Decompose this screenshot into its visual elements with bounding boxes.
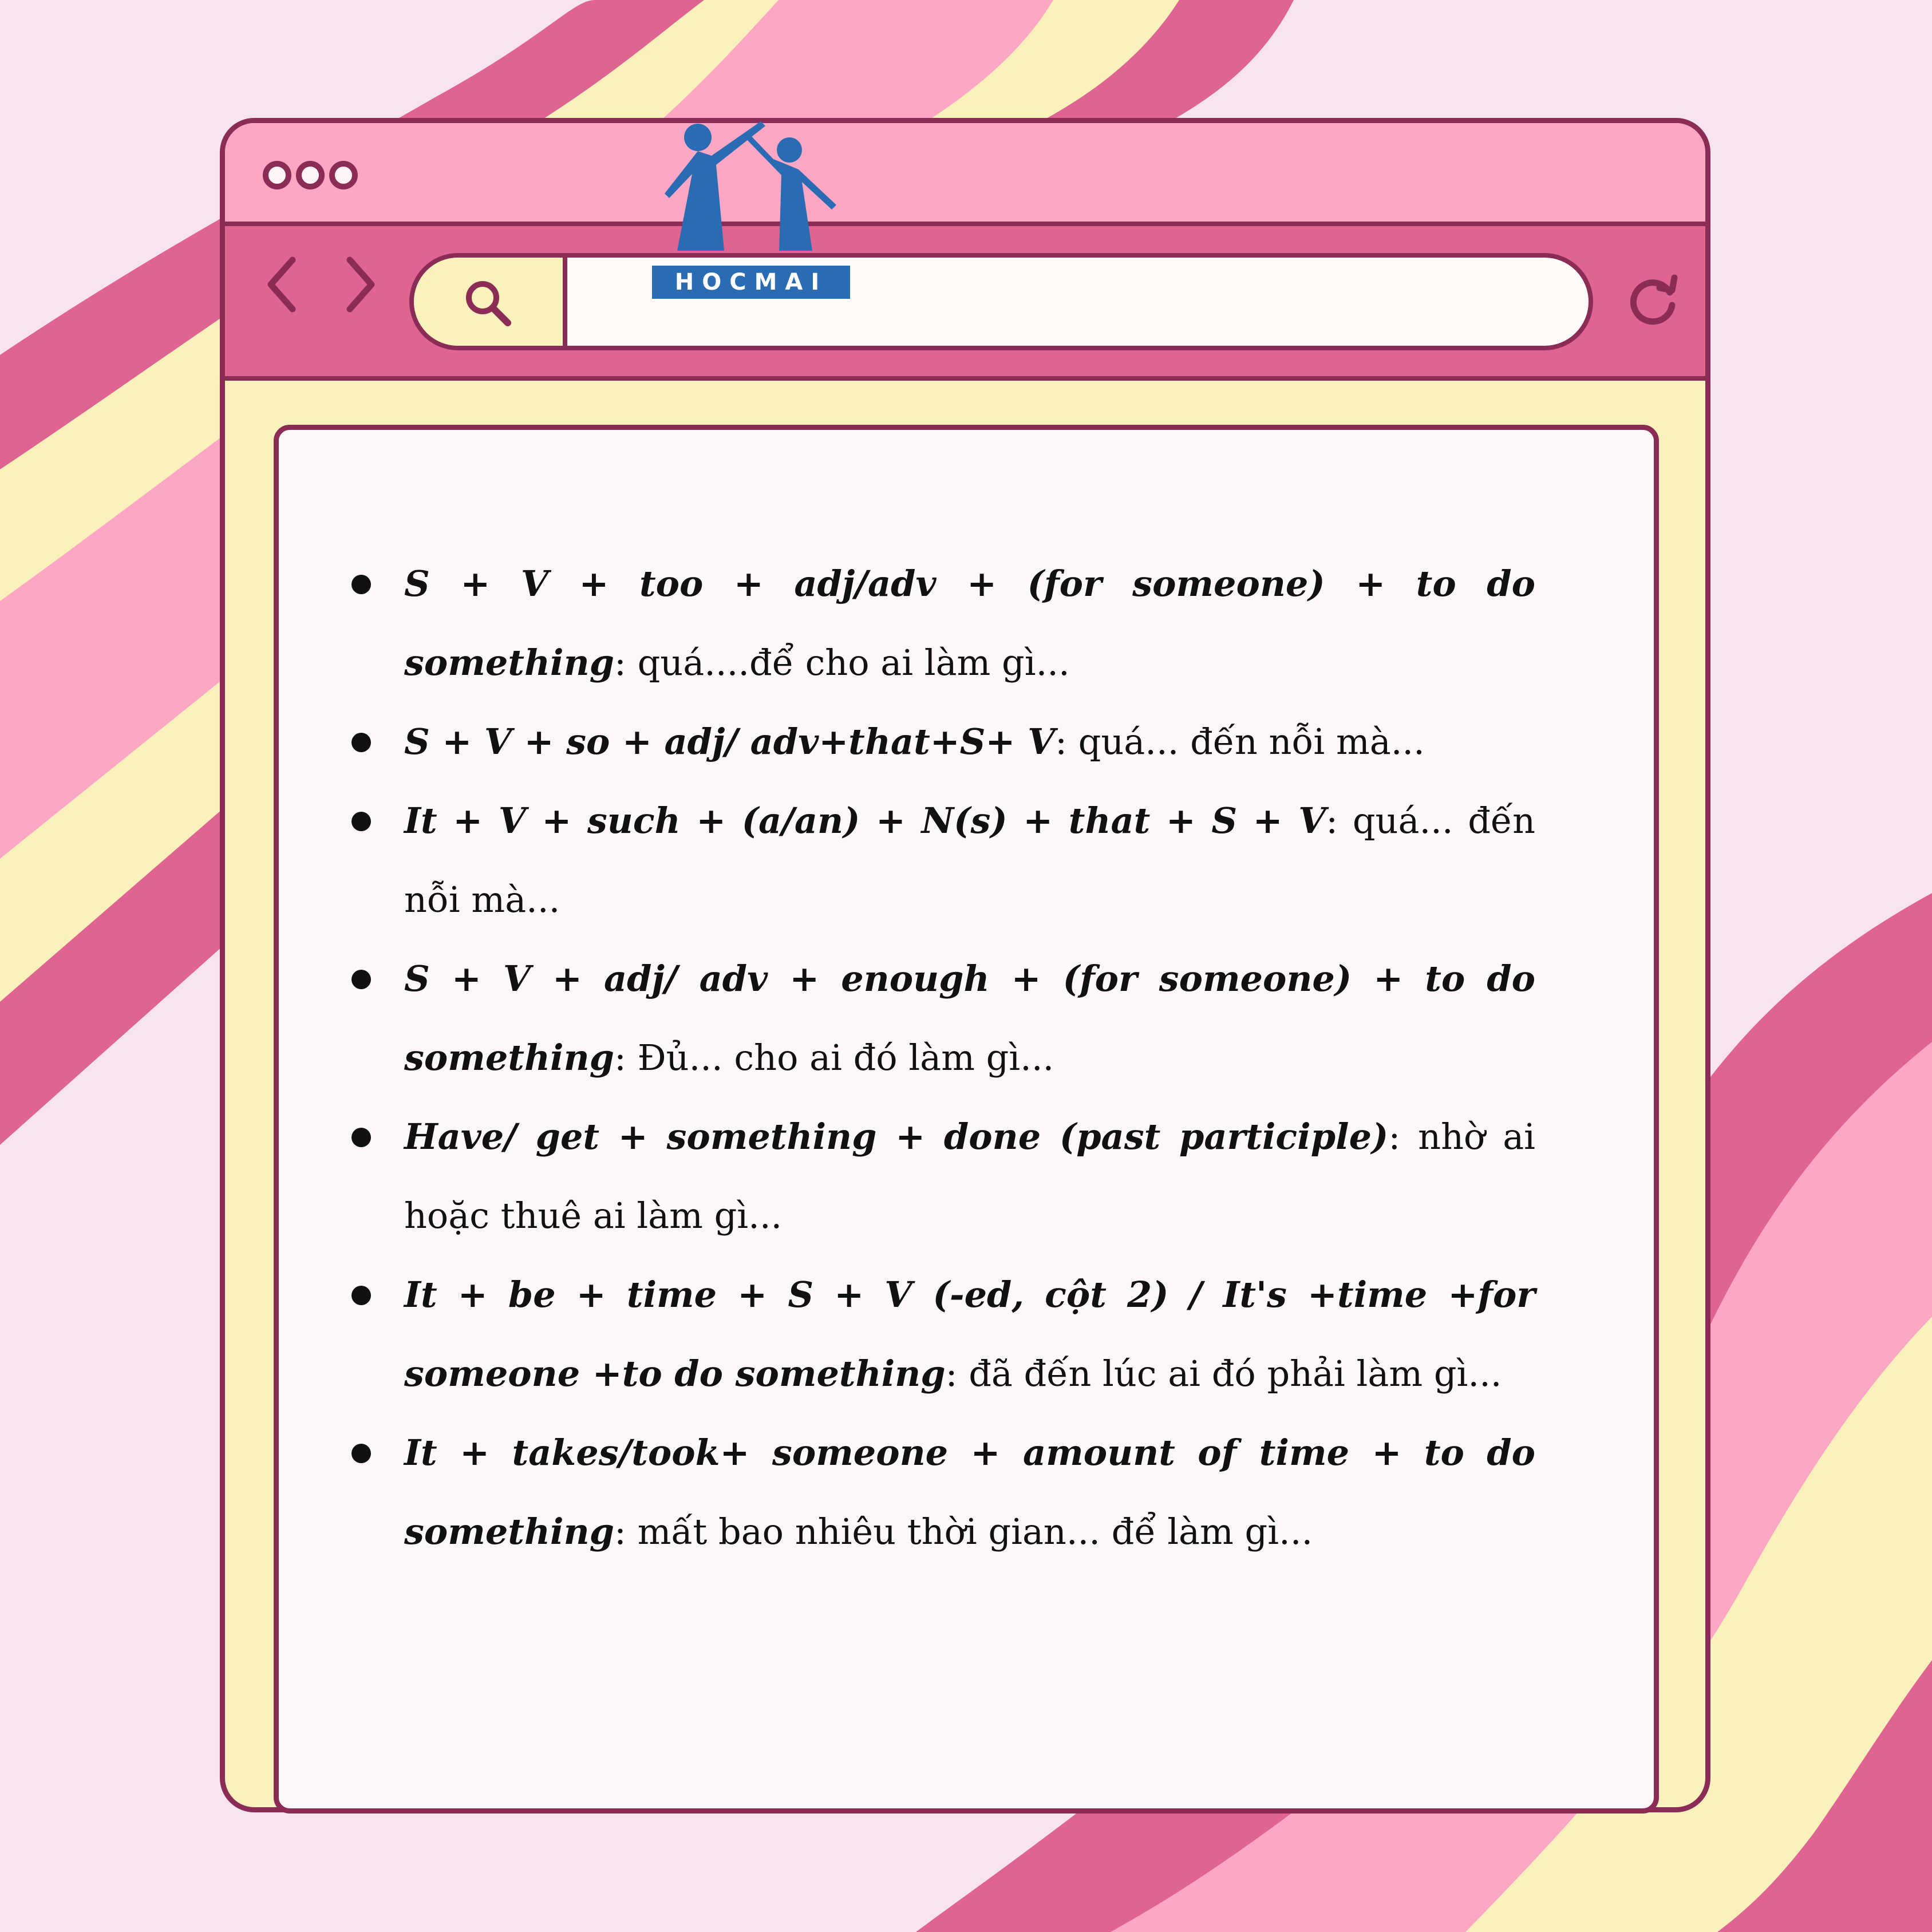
title-bar bbox=[225, 123, 1705, 226]
rule-formula: It + V + such + (a/an) + N(s) + that + S + V bbox=[404, 800, 1326, 841]
address-bar[interactable] bbox=[409, 253, 1593, 350]
rule-item bbox=[351, 1097, 1535, 1255]
bullet bbox=[351, 812, 371, 831]
content-panel bbox=[274, 425, 1659, 1814]
rule-formula: Have/ get + something + done (past participle) bbox=[404, 1116, 1389, 1157]
rule-meaning: : quá....để cho ai làm gì... bbox=[614, 642, 1070, 683]
search-button[interactable] bbox=[414, 258, 567, 346]
chevron-left-icon[interactable] bbox=[263, 253, 303, 316]
rule-formula: It + be + time + S + V (-ed, cột 2) / It's +time +for someone +to do something bbox=[404, 1274, 1535, 1394]
grammar-rule-list bbox=[351, 544, 1535, 1571]
bullet bbox=[351, 733, 371, 752]
window-controls bbox=[263, 161, 358, 189]
bullet bbox=[351, 1286, 371, 1305]
navigation-bar bbox=[225, 226, 1705, 381]
rule-item bbox=[351, 1255, 1535, 1413]
bullet bbox=[351, 575, 371, 594]
rule-meaning: : nhờ ai hoặc thuê ai làm gì... bbox=[404, 1116, 1535, 1236]
search-icon bbox=[462, 277, 513, 329]
rule-formula: S + V + so + adj/ adv+that+S+ V bbox=[404, 721, 1056, 762]
rule-meaning: : quá... đến nỗi mà... bbox=[1055, 721, 1425, 762]
rule-meaning: : mất bao nhiêu thời gian... để làm gì... bbox=[614, 1511, 1313, 1552]
rule-item bbox=[351, 781, 1535, 939]
window-control-dot[interactable] bbox=[263, 161, 291, 189]
rule-formula: S + V + too + adj/adv + (for someone) + to do something bbox=[404, 563, 1535, 683]
rule-meaning: : Đủ... cho ai đó làm gì... bbox=[614, 1037, 1054, 1078]
reload-icon[interactable] bbox=[1622, 267, 1685, 330]
rule-meaning: : quá... đến nỗi mà... bbox=[404, 800, 1536, 920]
window-control-dot[interactable] bbox=[329, 161, 358, 189]
bullet bbox=[351, 1128, 371, 1147]
hocmai-wordmark: HOCMAI bbox=[652, 266, 850, 299]
bullet bbox=[351, 1444, 371, 1463]
window-control-dot[interactable] bbox=[296, 161, 325, 189]
rule-meaning: : đã đến lúc ai đó phải làm gì... bbox=[945, 1353, 1502, 1394]
rule-item bbox=[351, 702, 1535, 781]
rule-item bbox=[351, 544, 1535, 702]
bullet bbox=[351, 970, 371, 989]
rule-item bbox=[351, 939, 1535, 1097]
rule-formula: It + takes/took+ someone + amount of time + to do something bbox=[404, 1432, 1535, 1552]
rule-item bbox=[351, 1413, 1535, 1571]
chevron-right-icon[interactable] bbox=[339, 253, 380, 316]
rule-formula: S + V + adj/ adv + enough + (for someone) + to do something bbox=[404, 958, 1535, 1078]
